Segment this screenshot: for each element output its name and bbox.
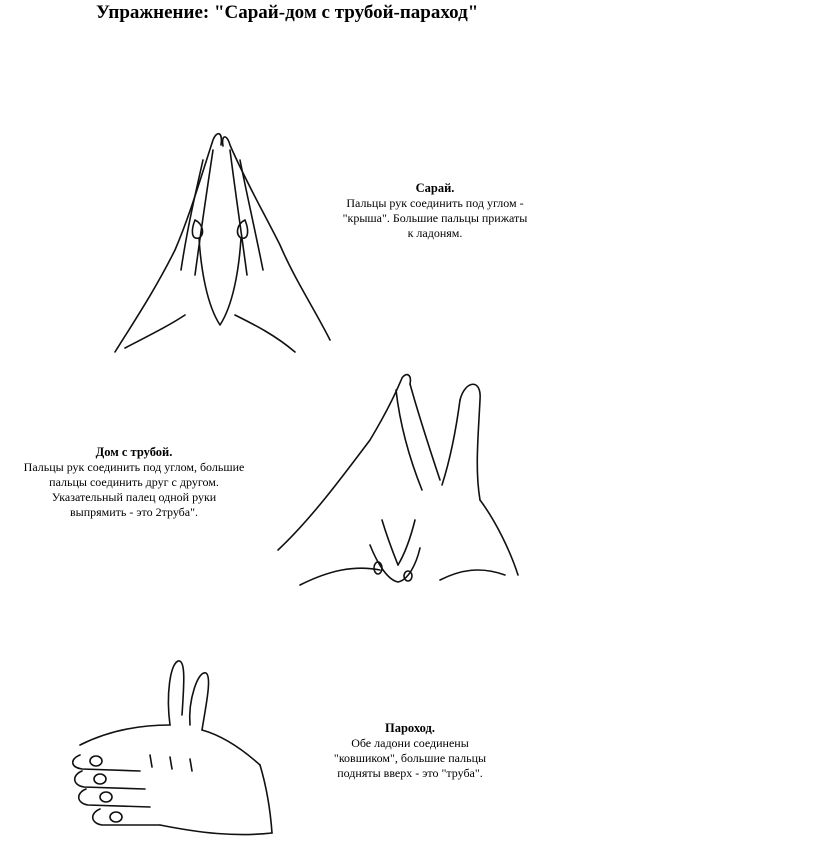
- steamboat-caption: [310, 720, 510, 781]
- barn-line: "крыша". Большие пальцы прижаты: [342, 211, 528, 225]
- steamboat-line: подняты вверх - это "труба".: [337, 766, 483, 780]
- steamboat-heading: Пароход.: [385, 721, 435, 735]
- barn-hands-illustration: [95, 120, 345, 360]
- house-line: пальцы соединить друг с другом.: [49, 475, 219, 489]
- house-with-chimney-hands-illustration: [270, 370, 525, 595]
- page-title: Упражнение: "Сарай-дом с трубой-параход": [96, 2, 479, 23]
- barn-line: Пальцы рук соединить под углом -: [346, 196, 524, 210]
- house-line: выпрямить - это 2труба".: [69, 505, 199, 519]
- steamboat-hands-illustration: [60, 655, 275, 855]
- house-heading: Дом с трубой.: [95, 445, 173, 459]
- barn-line: к ладоням.: [407, 226, 463, 240]
- barn-caption: [320, 180, 550, 241]
- steamboat-line: Обе ладони соединены: [351, 736, 469, 750]
- house-caption: [4, 444, 264, 520]
- barn-heading: Сарай.: [415, 181, 455, 195]
- steamboat-line: "ковшиком", большие пальцы: [333, 751, 487, 765]
- house-line: Указательный палец одной руки: [51, 490, 217, 504]
- house-line: Пальцы рук соединить под углом, большие: [23, 460, 245, 474]
